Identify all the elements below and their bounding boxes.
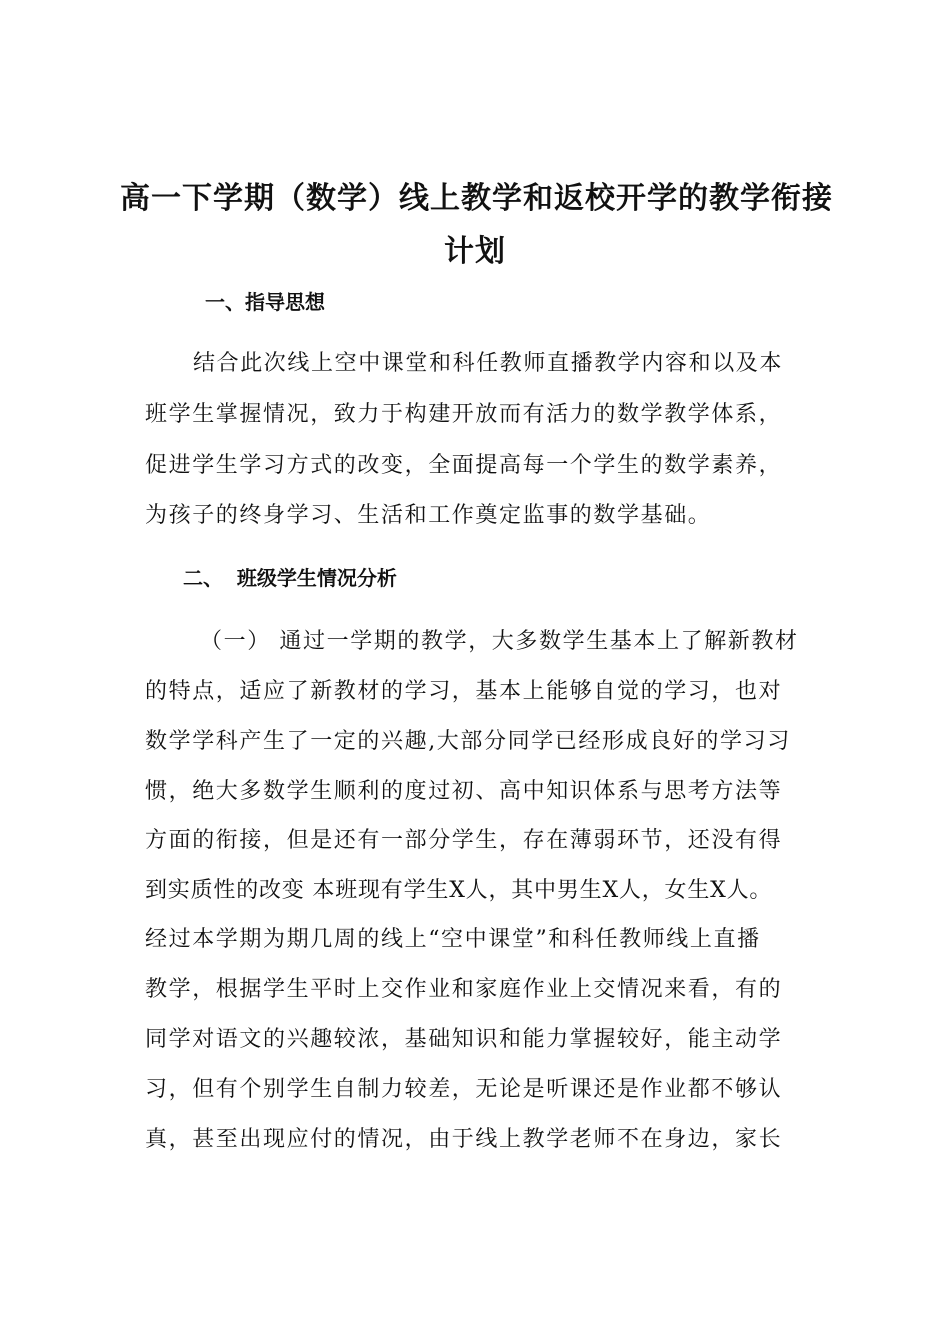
section-2-line-1: （一） 通过一学期的教学，大多数学生基本上了解新教材 — [200, 629, 799, 654]
document-title-line-2: 计划 — [444, 234, 506, 269]
section-2-line-5: 方面的衔接，但是还有一部分学生，存在薄弱环节，还没有得 — [145, 828, 783, 853]
section-1-line-1: 结合此次线上空中课堂和科任教师直播教学内容和以及本 — [193, 351, 784, 376]
document-title-line-1: 高一下学期（数学）线上教学和返校开学的教学衔接 — [120, 181, 833, 216]
section-2-line-9: 同学对语文的兴趣较浓，基础知识和能力掌握较好，能主动学 — [145, 1027, 783, 1052]
section-2-line-10: 习，但有个别学生自制力较差，无论是听课还是作业都不够认 — [145, 1077, 783, 1102]
section-1-line-4: 为孩子的终身学习、生活和工作奠定监事的数学基础。 — [145, 503, 712, 528]
section-2-line-11: 真，甚至出现应付的情况，由于线上教学老师不在身边，家长 — [145, 1127, 783, 1152]
section-1-heading: 一、指导思想 — [205, 290, 325, 314]
section-1-line-2: 班学生掌握情况，致力于构建开放而有活力的数学教学体系， — [145, 402, 783, 427]
section-1-line-3: 促进学生学习方式的改变，全面提高每一个学生的数学素养， — [145, 453, 783, 478]
section-2-line-4: 惯，绝大多数学生顺利的度过初、高中知识体系与思考方法等 — [145, 779, 783, 804]
section-2-heading: 二、 班级学生情况分析 — [183, 566, 397, 590]
section-2-line-8: 教学，根据学生平时上交作业和家庭作业上交情况来看，有的 — [145, 977, 783, 1002]
section-2-line-3: 数学学科产生了一定的兴趣,大部分同学已经形成良好的学习习 — [145, 729, 791, 754]
section-2-line-2: 的特点，适应了新教材的学习，基本上能够自觉的学习，也对 — [145, 679, 783, 704]
section-2-line-6: 到实质性的改变 本班现有学生X人，其中男生X人，女生X人。 — [145, 878, 773, 903]
section-2-line-7: 经过本学期为期几周的线上“空中课堂”和科任教师线上直播 — [145, 927, 761, 952]
